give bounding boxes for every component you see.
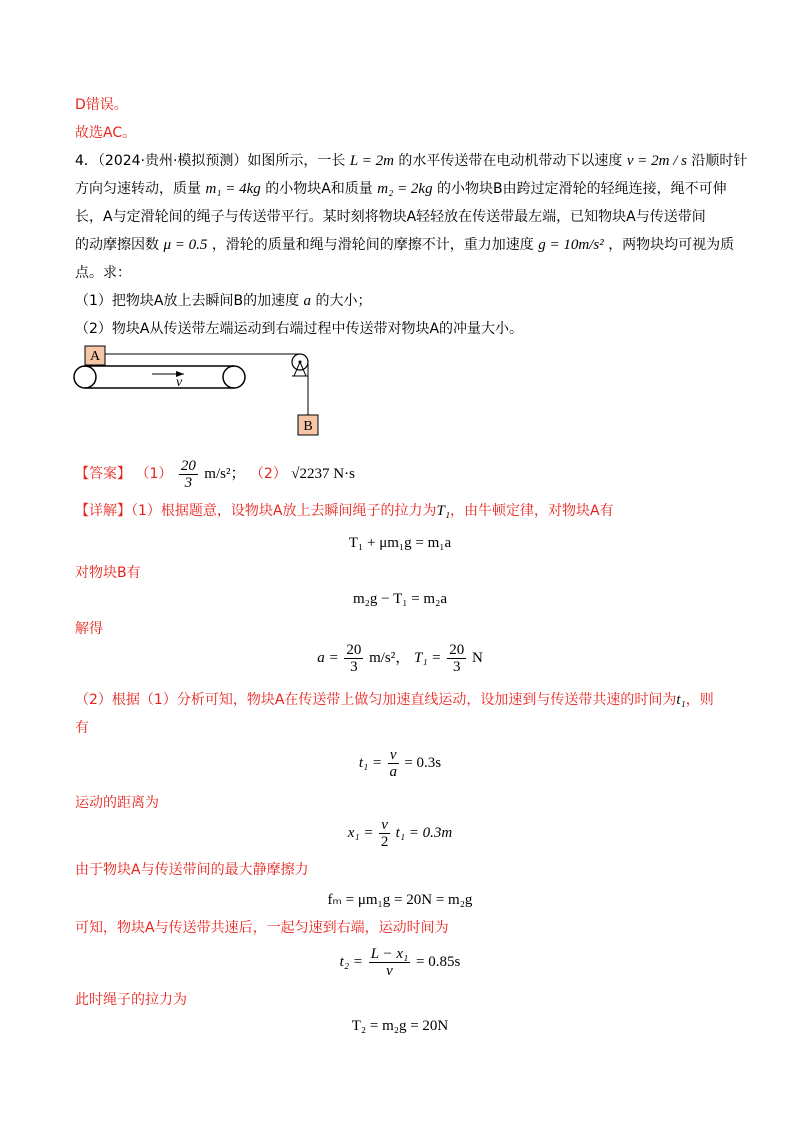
length-value: L = 2m	[349, 153, 394, 169]
answer-line	[75, 456, 355, 492]
solution-line-6: 由于物块A与传送带间的最大静摩擦力	[75, 862, 309, 878]
frac-den: a	[389, 764, 397, 781]
left-roller	[74, 366, 96, 388]
answer-part-1: （1）	[135, 466, 173, 482]
solution-line-4b: 有	[75, 720, 89, 736]
gravity-value: g = 10m/s²	[538, 237, 604, 253]
solution-text: ，则	[685, 692, 714, 708]
answer-part-2: （2）	[249, 466, 287, 482]
frac-num: 20	[180, 457, 196, 474]
eq4-frac	[388, 747, 399, 780]
solution-tag: 【详解】	[75, 503, 131, 519]
equation-7	[0, 944, 800, 980]
eq5-frac	[379, 817, 390, 850]
problem-text: 的动摩擦因数	[75, 237, 159, 253]
problem-line-3: 长，A与定滑轮间的绳子与传送带平行。某时刻将物块A轻轻放在传送带最左端，已知物块A与传送带间	[75, 209, 706, 225]
question-2: （2）物块A从传送带左端运动到右端过程中传送带对物块A的冲量大小。	[75, 321, 524, 337]
tension-symbol: T₁	[436, 503, 451, 519]
answer-tag: 【答案】	[75, 466, 131, 482]
solution-text: ，由牛顿定律，对物块A有	[450, 503, 614, 519]
conveyor-diagram	[72, 343, 332, 438]
velocity-label: v	[176, 375, 183, 390]
equation-6: fₘ = μm₁g = 20N = m₂g	[327, 892, 473, 908]
answer-unit: m/s²；	[204, 466, 246, 482]
problem-text: 的小物块B由跨过定滑轮的轻绳连接，绳不可伸	[437, 181, 727, 197]
time-symbol: t₁	[676, 692, 686, 708]
eq3-frac-b	[447, 642, 466, 675]
solution-line-4	[75, 690, 714, 710]
equation-5	[0, 815, 800, 851]
problem-text: 的水平传送带在电动机带动下以速度	[398, 153, 623, 169]
mass-a-value: m₁ = 4kg	[205, 181, 261, 197]
eq-part: a =	[317, 650, 339, 666]
frac-num: 20	[449, 642, 465, 659]
solution-text: （1）根据题意，设物块A放上去瞬间绳子的拉力为	[131, 503, 437, 519]
eq-part: t₁ = 0.3m	[395, 825, 453, 841]
eq-part: = 0.85s	[416, 954, 461, 970]
problem-text: 4．（2024·贵州·模拟预测）如图所示，一长	[75, 153, 346, 169]
frac-den: v	[386, 963, 393, 980]
problem-text: 沿顺时针	[691, 153, 748, 169]
intro-line-1: D错误。	[75, 97, 128, 113]
equation-3	[0, 640, 800, 676]
answer-fraction	[179, 458, 198, 491]
eq-part: T₁ =	[414, 650, 442, 666]
frac-num: v	[389, 747, 397, 764]
solution-line-5: 运动的距离为	[75, 795, 159, 811]
friction-value: μ = 0.5	[163, 237, 208, 253]
eq-part: x₁ =	[347, 825, 374, 841]
eq3-frac-a	[344, 642, 363, 675]
equation-8: T₂ = m₂g = 20N	[351, 1018, 449, 1034]
frac-num: L − x₁	[370, 946, 409, 963]
frac-num: v	[381, 817, 388, 834]
problem-text: 的小物块A和质量	[265, 181, 373, 197]
frac-den: 3	[350, 659, 358, 676]
speed-value: v = 2m / s	[626, 153, 687, 169]
eq-part: t₁ =	[358, 755, 383, 771]
solution-line-2: 对物块B有	[75, 565, 141, 581]
solution-text: （2）根据（1）分析可知，物块A在传送带上做匀加速直线运动，设加速到与传送带共速的时间为	[75, 692, 677, 708]
solution-line-8: 此时绳子的拉力为	[75, 992, 187, 1008]
frac-num: 20	[346, 642, 362, 659]
block-a-label: A	[89, 349, 101, 364]
solution-line-7: 可知，物块A与传送带共速后，一起匀速到右端，运动时间为	[75, 920, 449, 936]
problem-line-1	[75, 151, 747, 171]
question-text: 的大小；	[315, 293, 372, 309]
mass-b-value: m₂ = 2kg	[377, 181, 433, 197]
intro-line-2: 故选AC。	[75, 125, 137, 141]
eq-part: t₂ =	[339, 954, 363, 970]
block-b-label: B	[303, 419, 313, 434]
question-1	[75, 291, 372, 311]
equation-4	[0, 745, 800, 781]
frac-den: 3	[452, 659, 461, 676]
accel-symbol: a	[303, 293, 312, 309]
problem-text: 方向匀速转动，质量	[75, 181, 201, 197]
equation-2: m₂g − T₁ = m₂a	[353, 591, 447, 607]
eq-part: m/s²，	[369, 650, 411, 666]
problem-text: ，两物块均可视为质	[608, 237, 735, 253]
problem-line-5: 点。求：	[75, 265, 131, 281]
problem-line-2	[75, 179, 727, 199]
frac-den: 2	[380, 834, 389, 851]
solution-line-3: 解得	[75, 621, 103, 637]
right-roller	[223, 366, 245, 388]
problem-text: ，滑轮的质量和绳与滑轮间的摩擦不计，重力加速度	[211, 237, 534, 253]
answer-impulse: √2237 N·s	[291, 466, 355, 482]
frac-den: 3	[184, 474, 193, 491]
eq7-frac	[369, 946, 411, 979]
question-text: （1）把物块A放上去瞬间B的加速度	[75, 293, 300, 309]
equation-1: T₁ + μm₁g = m₁a	[348, 535, 452, 551]
solution-line-1	[75, 501, 614, 521]
eq-part: = 0.3s	[404, 755, 442, 771]
problem-line-4	[75, 235, 734, 255]
eq-part: N	[471, 650, 483, 666]
